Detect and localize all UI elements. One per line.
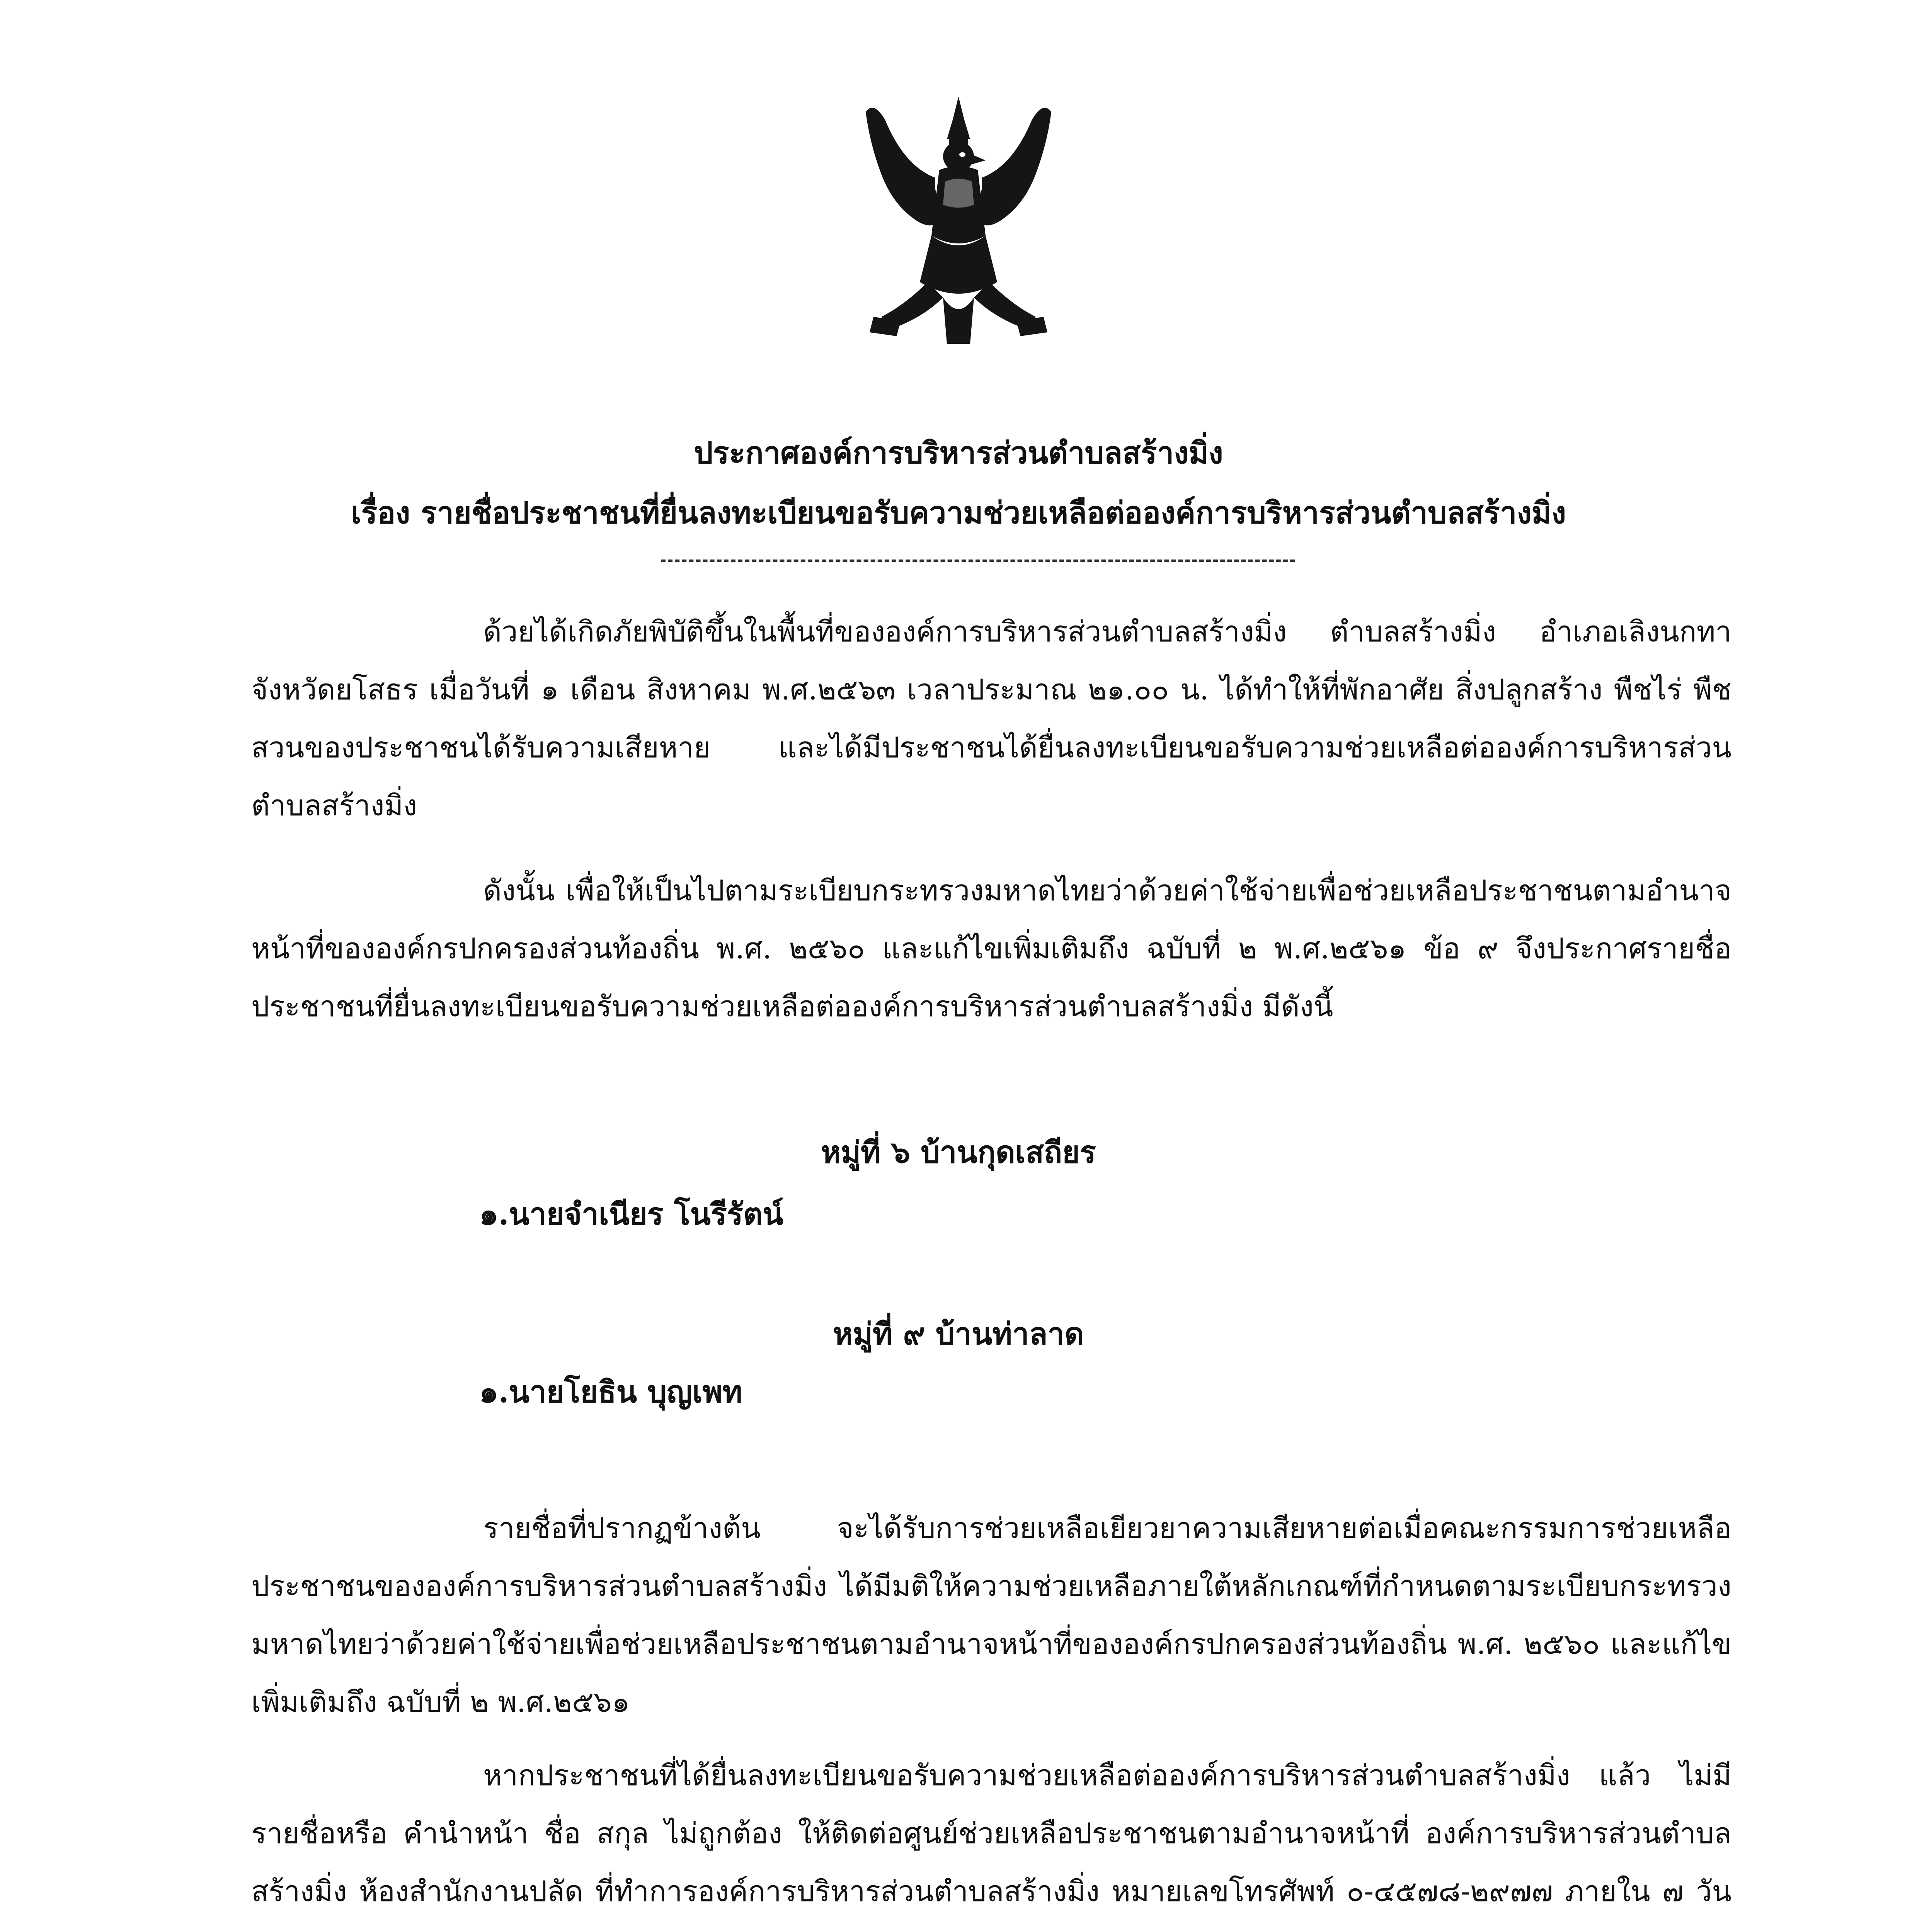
paragraph-contact: หากประชาชนที่ได้ยื่นลงทะเบียนขอรับความช่วยเหลือต่อองค์การบริหารส่วนตำบลสร้างมิ่ง แล้ว ไม่มีรายชื่อหรือ คำนำหน้า ชื่อ สกุล ไม่ถูกต้อง ให้ติดต่อศูนย์ช่วยเหลือประชาชนตามอำนาจหน้าที่ องค์การบริหารส่วนตำบลสร้างมิ่ง ห้องสำนักงานปลัด ที่ทำการองค์การบริหารส่วนตำบลสร้างมิ่ง หมายเลขโทรศัพท์ ๐-๔๕๗๘-๒๙๗๗ ภายใน ๗ วัน <box>251 1759 1731 1908</box>
title-divider <box>661 560 1295 562</box>
announcement-subject: เรื่อง รายชื่อประชาชนที่ยื่นลงทะเบียนขอรับความช่วยเหลือต่อองค์การบริหารส่วนตำบลสร้างมิ่ง <box>351 495 1566 531</box>
group-name-moo9-1: ๑.นายโยธิน บุญเพท <box>479 1374 742 1410</box>
paragraph-regulation: ดังนั้น เพื่อให้เป็นไปตามระเบียบกระทรวงมหาดไทยว่าด้วยค่าใช้จ่ายเพื่อช่วยเหลือประชาชนตามอำนาจหน้าที่ขององค์กรปกครองส่วนท้องถิ่น พ.ศ. ๒๕๖๐ และแก้ไขเพิ่มเติมถึง ฉบับที่ ๒ พ.ศ.๒๕๖๑ ข้อ ๙ จึงประกาศรายชื่อประชาชนที่ยื่นลงทะเบียนขอรับความช่วยเหลือต่อองค์การบริหารส่วนตำบลสร้างมิ่ง มีดังนี้ <box>251 874 1731 1023</box>
group-name-moo6-1: ๑.นายจำเนียร โนรีรัตน์ <box>479 1197 783 1232</box>
paragraph-incident: ด้วยได้เกิดภัยพิบัติขึ้นในพื้นที่ขององค์การบริหารส่วนตำบลสร้างมิ่ง ตำบลสร้างมิ่ง อำเภอเลิงนกทา จังหวัดยโสธร เมื่อวันที่ ๑ เดือน สิงหาคม พ.ศ.๒๕๖๓ เวลาประมาณ ๒๑.๐๐ น. ได้ทำให้ที่พักอาศัย สิ่งปลูกสร้าง พืชไร่ พืชสวนของประชาชนได้รับความเสียหาย และได้มีประชาชนได้ยื่นลงทะเบียนขอรับความช่วยเหลือต่อองค์การบริหารส่วนตำบลสร้างมิ่ง <box>251 615 1731 822</box>
group-heading-moo6: หมู่ที่ ๖ บ้านกุดเสถียร <box>821 1135 1096 1170</box>
garuda-emblem-icon <box>858 89 1059 352</box>
announcement-title: ประกาศองค์การบริหารส่วนตำบลสร้างมิ่ง <box>694 435 1223 471</box>
paragraph-assistance: รายชื่อที่ปรากฏข้างต้น จะได้รับการช่วยเหลือเยียวยาความเสียหายต่อเมื่อคณะกรรมการช่วยเหลือประชาชนขององค์การบริหารส่วนตำบลสร้างมิ่ง ได้มีมติให้ความช่วยเหลือภายใต้หลักเกณฑ์ที่กำหนดตามระเบียบกระทรวงมหาดไทยว่าด้วยค่าใช้จ่ายเพื่อช่วยเหลือประชาชนตามอำนาจหน้าที่ขององค์กรปกครองส่วนท้องถิ่น พ.ศ. ๒๕๖๐ และแก้ไขเพิ่มเติมถึง ฉบับที่ ๒ พ.ศ.๒๕๖๑ <box>251 1512 1731 1719</box>
group-heading-moo9: หมู่ที่ ๙ บ้านท่าลาด <box>833 1316 1084 1352</box>
